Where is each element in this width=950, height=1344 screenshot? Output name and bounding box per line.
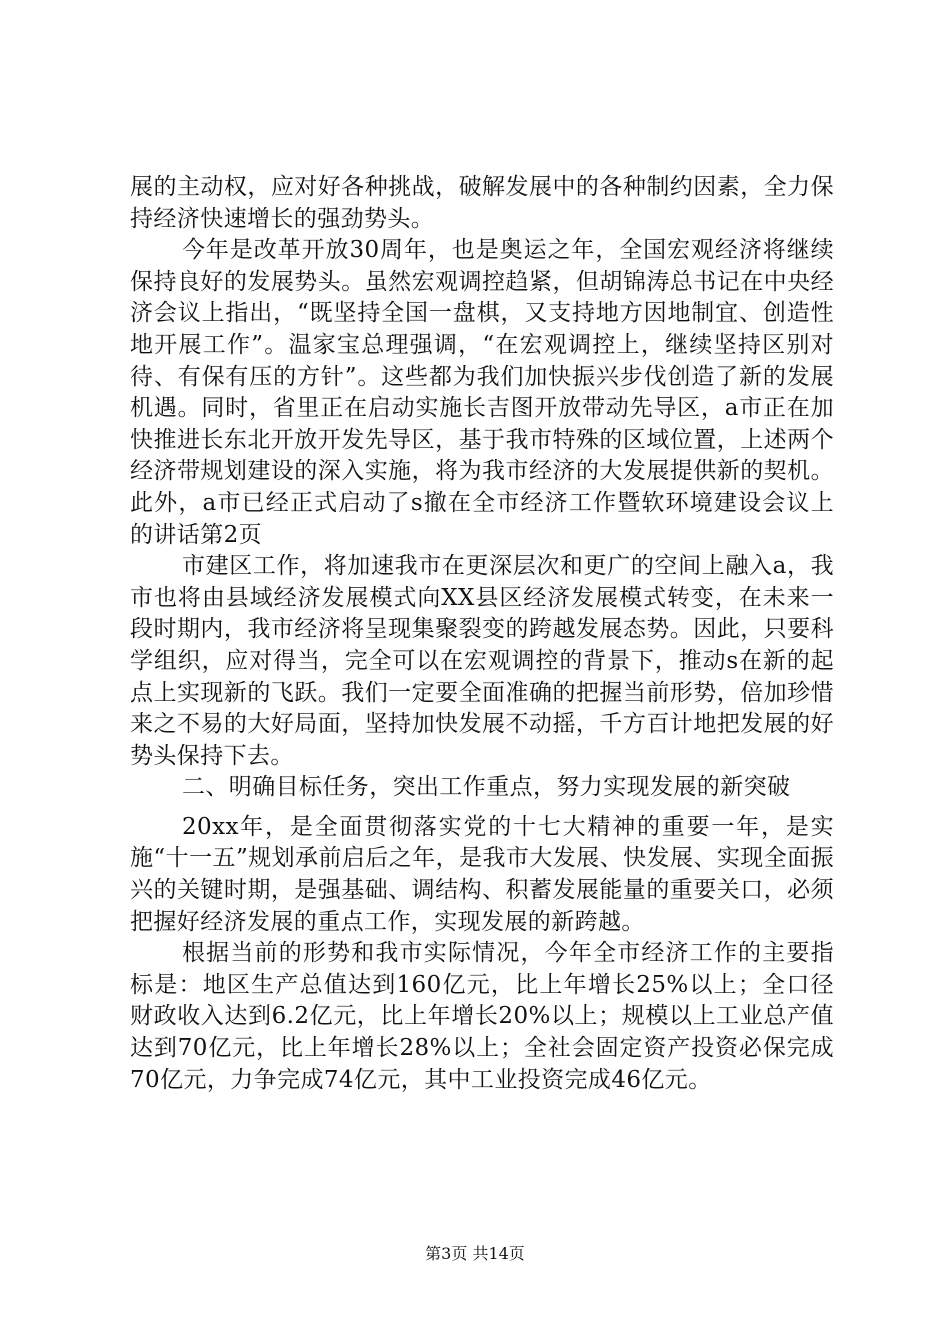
paragraph-key-year: 20xx年，是全面贯彻落实党的十七大精神的重要一年，是实施“十一五”规划承前启后之年，是我市大发展、快发展、实现全面振兴的关键时期，是强基础、调结构、积蓄发展能量的重要关口，必须把握好经济发展的重点工作，实现发展的新跨越。 <box>130 813 834 935</box>
paragraph-continuation: 展的主动权，应对好各种挑战，破解发展中的各种制约因素，全力保持经济快速增长的强劲势头。 <box>130 174 834 232</box>
page-footer: 第3页 共14页 <box>425 1244 525 1263</box>
section-heading-2: 二、明确目标任务，突出工作重点，努力实现发展的新突破 <box>182 774 791 801</box>
document-body <box>130 172 834 1096</box>
paragraph-district-building: 市建区工作，将加速我市在更深层次和更广的空间上融入a，我市也将由县域经济发展模式向XX县区经济发展模式转变，在未来一段时期内，我市经济将呈现集聚裂变的跨越发展态势。因此，只要科学组织，应对得当，完全可以在宏观调控的背景下，推动s在新的起点上实现新的飞跃。我们一定要全面准确的把握当前形势，倍加珍惜来之不易的大好局面，坚持加快发展不动摇，千方百计地把发展的好势头保持下去。 <box>130 553 834 769</box>
paragraph-main-indicators: 根据当前的形势和我市实际情况，今年全市经济工作的主要指标是：地区生产总值达到160亿元，比上年增长25%以上；全口径财政收入达到6.2亿元，比上年增长20%以上；规模以上工业总产值达到70亿元，比上年增长28%以上；全社会固定资产投资必保完成70亿元，力争完成74亿元，其中工业投资完成46亿元。 <box>130 940 834 1093</box>
paragraph-reform-anniversary: 今年是改革开放30周年，也是奥运之年，全国宏观经济将继续保持良好的发展势头。虽然宏观调控趋紧，但胡锦涛总书记在中央经济会议上指出，“既坚持全国一盘棋，又支持地方因地制宜、创造性地开展工作”。温家宝总理强调，“在宏观调控上，继续坚持区别对待、有保有压的方针”。这些都为我们加快振兴步伐创造了新的发展机遇。同时，省里正在启动实施长吉图开放带动先导区，a市正在加快推进长东北开放开发先导区，基于我市特殊的区域位置，上述两个经济带规划建设的深入实施，将为我市经济的大发展提供新的契机。此外，a市已经正式启动了s撤在全市经济工作暨软环境建设会议上的讲话第2页 <box>130 237 834 548</box>
